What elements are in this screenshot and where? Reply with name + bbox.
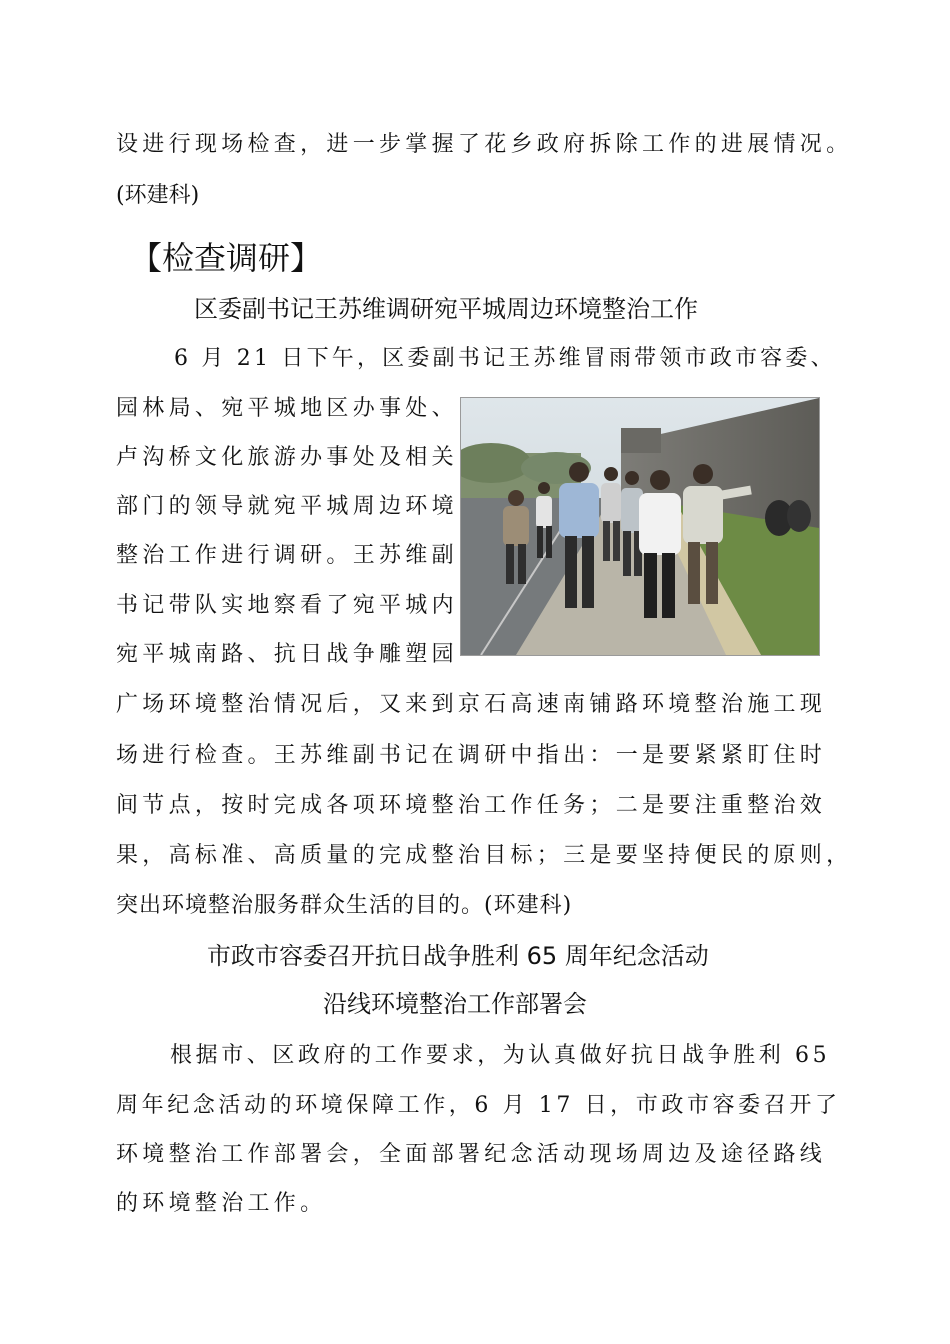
- intro-line: 设进行现场检查，进一步掌握了花乡政府拆除工作的进展情况。: [116, 132, 853, 157]
- paragraph-line: 周年纪念活动的环境保障工作，6 月 17 日，市政市容委召开了: [116, 1093, 841, 1118]
- paragraph-line: 书记带队实地察看了宛平城内: [116, 593, 458, 618]
- article-title: 区委副书记王苏维调研宛平城周边环境整治工作: [194, 295, 698, 323]
- paragraph-line: 的环境整治工作。: [116, 1191, 327, 1216]
- paragraph-line: 宛平城南路、抗日战争雕塑园: [116, 642, 458, 667]
- paragraph-line: 场进行检查。王苏维副书记在调研中指出：一是要紧紧盯住时: [116, 743, 827, 768]
- paragraph-line: 根据市、区政府的工作要求，为认真做好抗日战争胜利 65: [170, 1043, 831, 1068]
- article-title: 沿线环境整治工作部署会: [323, 990, 587, 1018]
- paragraph-line: 整治工作进行调研。王苏维副: [116, 543, 458, 568]
- paragraph-line: 突出环境整治服务群众生活的目的。(环建科): [116, 893, 573, 918]
- paragraph-line: 果，高标准、高质量的完成整治目标；三是要坚持便民的原则，: [116, 843, 853, 868]
- inspection-photo: [460, 397, 820, 656]
- paragraph-line: 间节点，按时完成各项环境整治工作任务；二是要注重整治效: [116, 793, 827, 818]
- paragraph-line: 环境整治工作部署会，全面部署纪念活动现场周边及途径路线: [116, 1142, 827, 1167]
- paragraph-line: 卢沟桥文化旅游办事处及相关: [116, 445, 458, 470]
- paragraph-line: 部门的领导就宛平城周边环境: [116, 494, 458, 519]
- intro-source: (环建科): [116, 183, 200, 208]
- article-title: 市政市容委召开抗日战争胜利 65 周年纪念活动: [207, 942, 709, 970]
- section-heading: 【检查调研】: [130, 239, 323, 277]
- paragraph-line: 6 月 21 日下午，区委副书记王苏维冒雨带领市政市容委、: [174, 346, 836, 371]
- paragraph-line: 广场环境整治情况后，又来到京石高速南铺路环境整治施工现: [116, 692, 827, 717]
- paragraph-line: 园林局、宛平城地区办事处、: [116, 396, 458, 421]
